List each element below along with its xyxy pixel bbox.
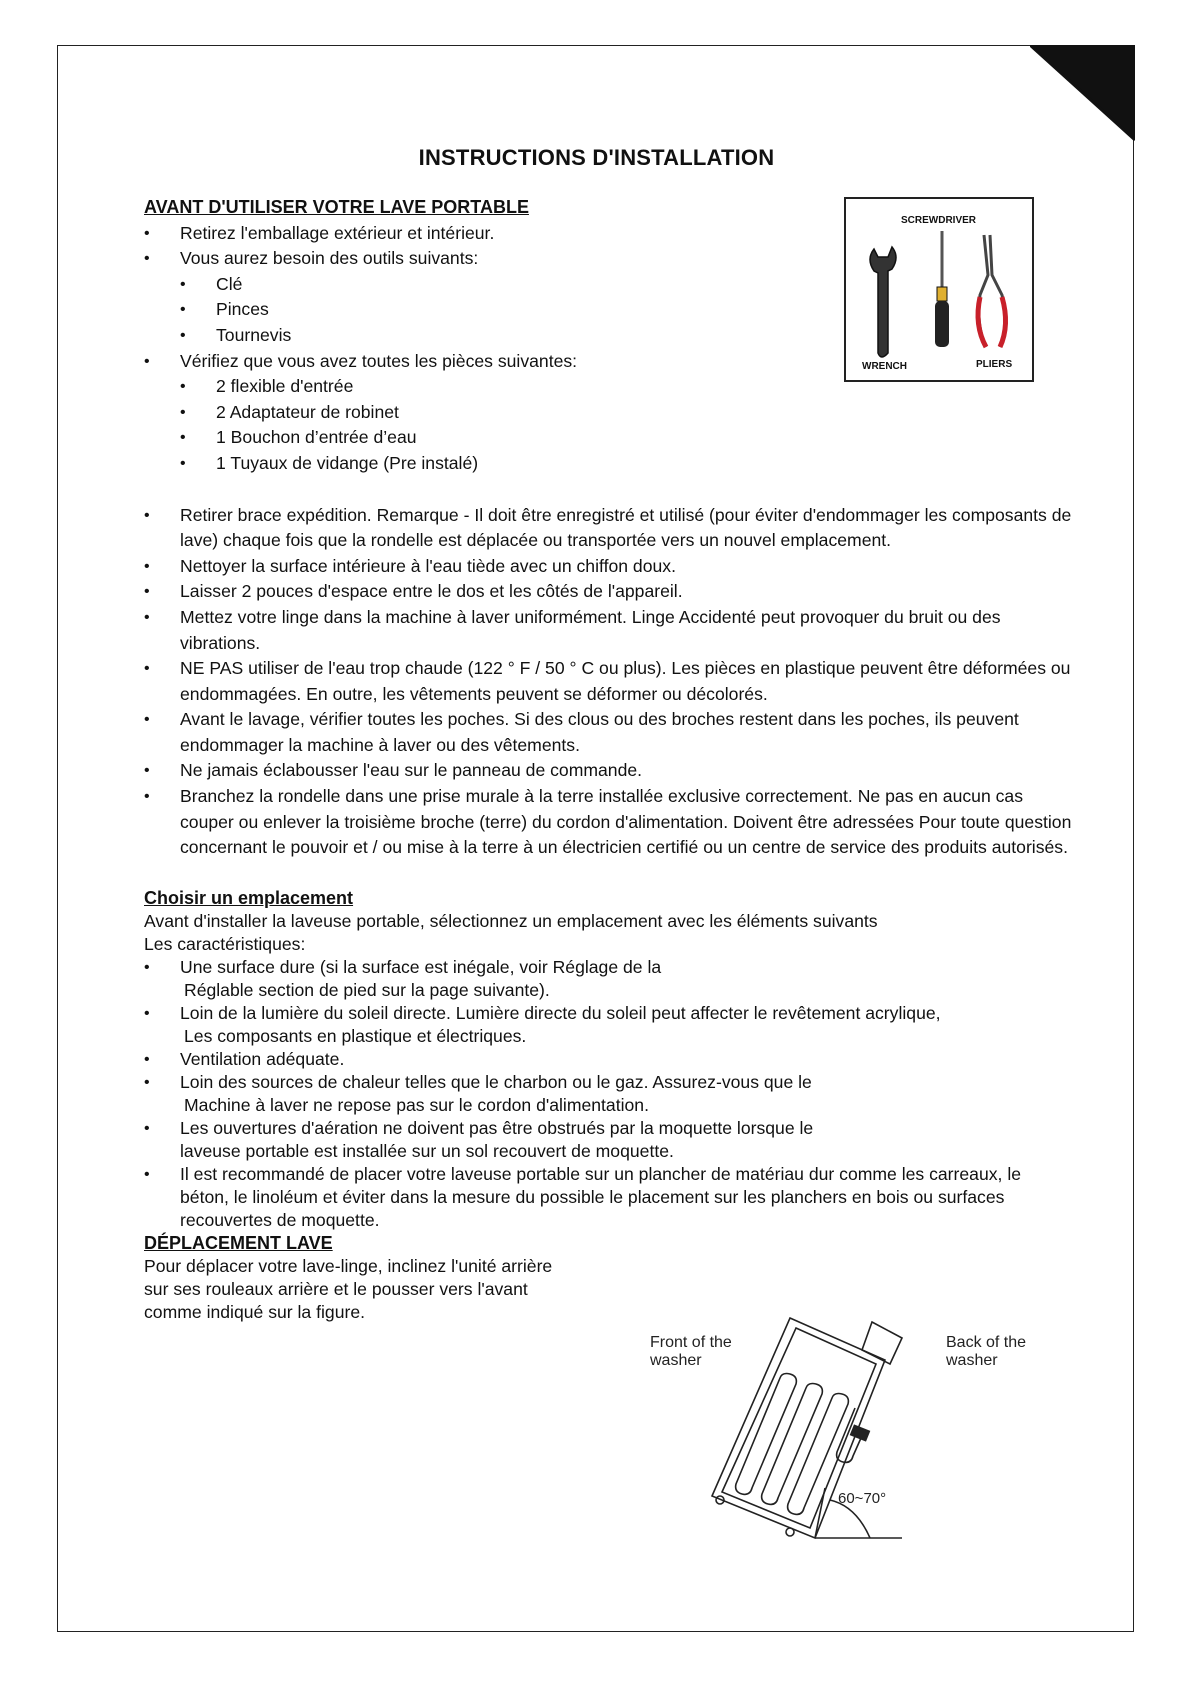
list-item: • Laisser 2 pouces d'espace entre le dos et les côtés de l'appareil. <box>144 579 1074 605</box>
section-heading-before-use: AVANT D'UTILISER VOTRE LAVE PORTABLE <box>144 197 529 217</box>
list-item: • NE PAS utiliser de l'eau trop chaude (122 ° F / 50 ° C ou plus). Les pièces en plastique peuvent être déformées ou endommagées. En outre, les vêtements peuvent se déformer ou décolorés. <box>144 656 1074 707</box>
list-item: • Vérifiez que vous avez toutes les pièces suivantes: <box>144 349 1074 375</box>
list-item: • Mettez votre linge dans la machine à laver uniformément. Linge Accidenté peut provoquer du bruit ou des vibrations. <box>144 605 1074 656</box>
list-item: • 2 Adaptateur de robinet <box>144 400 1074 426</box>
moving-line: Pour déplacer votre lave-linge, inclinez l'unité arrière <box>144 1255 553 1276</box>
list-item: • Loin de la lumière du soleil directe. Lumière directe du soleil peut affecter le revêtement acrylique, Les composants en plastique et électriques. <box>144 1002 1074 1048</box>
list-item: • 1 Tuyaux de vidange (Pre instalé) <box>144 451 1074 477</box>
location-intro-2: Les caractéristiques: <box>144 933 306 954</box>
wrench-label: WRENCH <box>862 361 907 372</box>
screwdriver-label: SCREWDRIVER <box>901 215 977 226</box>
prep-list <box>144 221 1074 272</box>
list-item: • Loin des sources de chaleur telles que le charbon ou le gaz. Assurez-vous que le Machine à laver ne repose pas sur le cordon d'alimentation. <box>144 1071 1074 1117</box>
list-item: • Pinces <box>144 297 1074 323</box>
parts-list <box>144 374 1074 476</box>
notes-list <box>144 503 1074 861</box>
moving-line: sur ses rouleaux arrière et le pousser vers l'avant <box>144 1278 528 1299</box>
document-body <box>144 195 1074 1324</box>
washer-illustration <box>640 1300 1040 1560</box>
list-item: • Retirer brace expédition. Remarque - Il doit être enregistré et utilisé (pour éviter d'endommager les composants de lave) chaque fois que la rondelle est déplacée ou transportée vers un nouvel emplacement. <box>144 503 1074 554</box>
page-title: INSTRUCTIONS D'INSTALLATION <box>418 145 775 170</box>
list-item: • Retirez l'emballage extérieur et intérieur. <box>144 221 1074 247</box>
location-intro: Avant d'installer la laveuse portable, sélectionnez un emplacement avec les éléments suivants <box>144 910 878 931</box>
list-item: • 1 Bouchon d’entrée d’eau <box>144 425 1074 451</box>
section-heading-location: Choisir un emplacement <box>144 887 354 908</box>
list-item: • Ventilation adéquate. <box>144 1048 1074 1071</box>
moving-line: comme indiqué sur la figure. <box>144 1301 366 1322</box>
washer-tilt-figure <box>640 1300 1040 1560</box>
list-item: • Vous aurez besoin des outils suivants: <box>144 246 1074 272</box>
list-item: • Il est recommandé de placer votre laveuse portable sur un plancher de matériau dur comme les carreaux, le béton, le linoléum et éviter dans la mesure du possible le placement sur les planchers en bois ou surfaces recouvertes de moquette. <box>144 1163 1074 1232</box>
list-item: • Tournevis <box>144 323 1074 349</box>
section-heading-moving: DÉPLACEMENT LAVE <box>144 1232 333 1253</box>
list-item: • Ne jamais éclabousser l'eau sur le panneau de commande. <box>144 758 1074 784</box>
list-item: • 2 flexible d'entrée <box>144 374 1074 400</box>
list-item: • Branchez la rondelle dans une prise murale à la terre installée exclusive correctement. Ne pas en aucun cas couper ou enlever la troisième broche (terre) du cordon d'alimentation. Doivent être adressées Pour toute question concernant le pouvoir et / ou mise à la terre à un électricien certifié ou un centre de service des produits autorisés. <box>144 784 1074 861</box>
back-label: Back of the washer <box>946 1334 1027 1369</box>
list-item: • Nettoyer la surface intérieure à l'eau tiède avec un chiffon doux. <box>144 554 1074 580</box>
front-label: Front of the washer <box>650 1334 732 1369</box>
list-item: • Avant le lavage, vérifier toutes les poches. Si des clous ou des broches restent dans les poches, ils peuvent endommager la machine à laver ou des vêtements. <box>144 707 1074 758</box>
list-item: • Clé <box>144 272 1074 298</box>
angle-label: 60~70° <box>838 1490 887 1507</box>
parts-intro-list <box>144 349 1074 375</box>
list-item: • Les ouvertures d'aération ne doivent pas être obstrués par la moquette lorsque le laveuse portable est installée sur un sol recouvert de moquette. <box>144 1117 1074 1163</box>
page-corner-mark <box>1030 45 1135 145</box>
location-list <box>144 956 1074 1232</box>
list-item: • Une surface dure (si la surface est inégale, voir Réglage de la Réglable section de pied sur la page suivante). <box>144 956 1074 1002</box>
pliers-label: PLIERS <box>976 359 1013 370</box>
tools-list <box>144 272 1074 349</box>
